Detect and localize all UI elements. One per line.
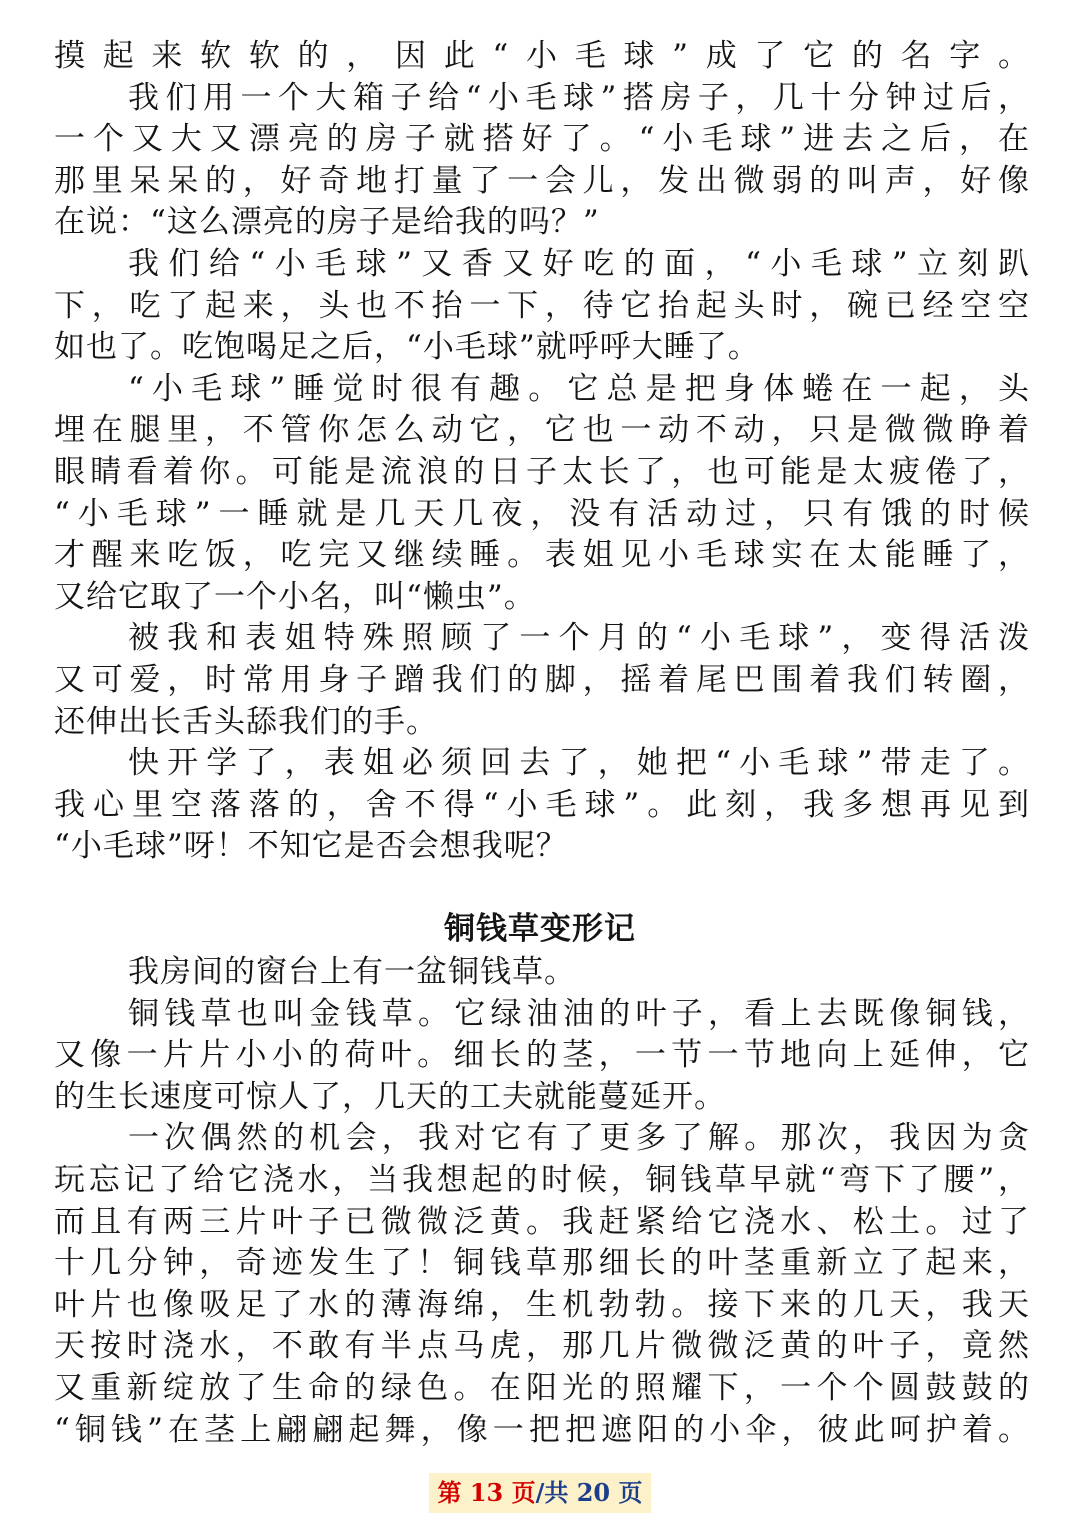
page-footer — [0, 1473, 1080, 1513]
essay-title: 铜钱草变形记 — [444, 911, 636, 947]
text-line: 那里呆呆的，好奇地打量了一会儿，发出微弱的叫声，好像 — [54, 162, 1030, 199]
total-pages: 20 — [576, 1478, 611, 1507]
text-line: 眼睛看着你。可能是流浪的日子太长了，也可能是太疲倦了， — [54, 453, 1030, 490]
story-continuation — [54, 36, 1030, 868]
text-line: 叶片也像吸足了水的薄海绵，生机勃勃。接下来的几天，我天 — [54, 1286, 1030, 1323]
page-unit: 页 — [511, 1478, 536, 1507]
text-line: 一个又大又漂亮的房子就搭好了。“小毛球”进去之后，在 — [54, 121, 1030, 158]
text-line: 还伸出长舌头舔我们的手。 — [54, 703, 438, 740]
text-line: 下，吃了起来，头也不抬一下，待它抬起头时，碗已经空空 — [54, 287, 1030, 324]
text-line: 玩忘记了给它浇水，当我想起的时候，铜钱草早就“弯下了腰”， — [54, 1161, 1030, 1198]
text-line: 被我和表姐特殊照顾了一个月的“小毛球”，变得活泼 — [128, 620, 1030, 657]
text-line: “铜钱”在茎上翩翩起舞，像一把把遮阳的小伞，彼此呵护着。 — [54, 1411, 1030, 1448]
text-line: 十几分钟，奇迹发生了！铜钱草那细长的叶茎重新立了起来， — [54, 1245, 1030, 1282]
page-number — [429, 1473, 650, 1513]
text-line: 又重新绽放了生命的绿色。在阳光的照耀下，一个个圆鼓鼓的 — [54, 1369, 1030, 1406]
text-line: 而且有两三片叶子已微微泛黄。我赶紧给它浇水、松土。过了 — [54, 1203, 1030, 1240]
text-line: 快开学了，表姐必须回去了，她把“小毛球”带走了。 — [128, 745, 1030, 782]
essay-body — [54, 952, 1030, 1451]
total-prefix: 共 — [544, 1478, 569, 1507]
text-line: “小毛球”一睡就是几天几夜，没有活动过，只有饿的时候 — [54, 495, 1030, 532]
text-line: 的生长速度可惊人了，几天的工夫就能蔓延开。 — [54, 1078, 726, 1115]
text-line: 又给它取了一个小名，叫“懒虫”。 — [54, 578, 536, 615]
page-prefix: 第 — [437, 1478, 462, 1507]
text-line: 如也了。吃饱喝足之后，“小毛球”就呼呼大睡了。 — [54, 329, 760, 366]
text-line: 一次偶然的机会，我对它有了更多了解。那次，我因为贪 — [128, 1120, 1030, 1157]
text-line: “小毛球”呀！不知它是否会想我呢？ — [54, 828, 568, 865]
current-page: 13 — [469, 1478, 504, 1507]
text-line: 在说：“这么漂亮的房子是给我的吗？” — [54, 204, 600, 241]
text-line: 铜钱草也叫金钱草。它绿油油的叶子，看上去既像铜钱， — [128, 995, 1030, 1032]
text-line: 又像一片片小小的荷叶。细长的茎，一节一节地向上延伸，它 — [54, 1037, 1030, 1074]
text-line: 摸起来软软的，因此“小毛球”成了它的名字。 — [54, 38, 1030, 74]
text-line: 我心里空落落的，舍不得“小毛球”。此刻，我多想再见到 — [54, 786, 1030, 823]
total-unit: 页 — [618, 1478, 643, 1507]
text-line: 我们用一个大箱子给“小毛球”搭房子，几十分钟过后， — [128, 79, 1030, 116]
page-separator: / — [535, 1478, 545, 1507]
text-line: 才醒来吃饭，吃完又继续睡。表姐见小毛球实在太能睡了， — [54, 537, 1030, 574]
text-line: 我房间的窗台上有一盆铜钱草。 — [128, 954, 576, 990]
text-line: “小毛球”睡觉时很有趣。它总是把身体蜷在一起，头 — [128, 370, 1030, 407]
text-line: 天按时浇水，不敢有半点马虎，那几片微微泛黄的叶子，竟然 — [54, 1328, 1030, 1365]
text-line: 我们给“小毛球”又香又好吃的面，“小毛球”立刻趴 — [128, 245, 1030, 282]
text-line: 埋在腿里，不管你怎么动它，它也一动不动，只是微微睁着 — [54, 412, 1030, 449]
text-line: 又可爱，时常用身子蹭我们的脚，摇着尾巴围着我们转圈， — [54, 661, 1030, 698]
